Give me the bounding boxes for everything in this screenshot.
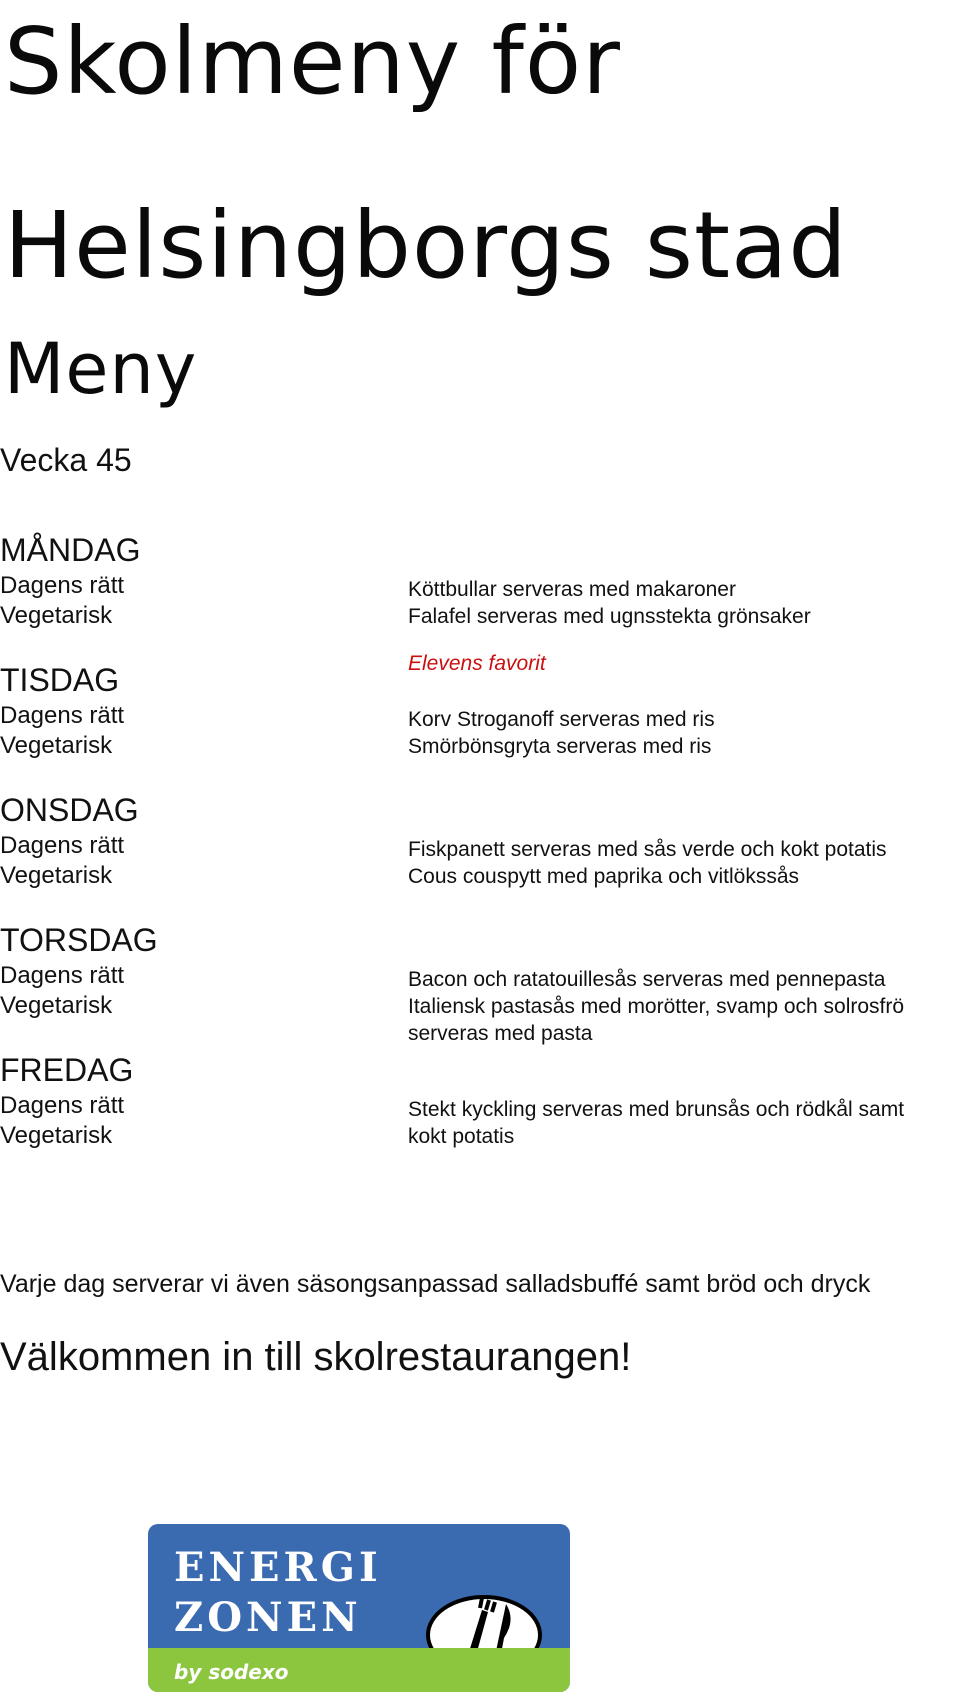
day-name: FREDAG	[0, 1052, 134, 1088]
day-friday	[0, 1052, 960, 1182]
logo-byline: by sodexo	[174, 1660, 289, 1684]
dish-label-vegetarian: Vegetarisk	[0, 992, 113, 1019]
favorite-note: Elevens favorit	[408, 652, 546, 675]
logo-green-bar	[148, 1648, 570, 1692]
dish-label-main: Dagens rätt	[0, 962, 125, 989]
dish-vegetarian: Italiensk pastasås med morötter, svamp och solrosfrö serveras med pasta	[408, 995, 905, 1045]
day-name: ONSDAG	[0, 792, 139, 828]
day-wednesday	[0, 792, 960, 922]
week-label: Vecka 45	[0, 442, 132, 478]
dish-label-main: Dagens rätt	[0, 702, 125, 729]
dish-label-vegetarian: Vegetarisk	[0, 602, 113, 629]
dish-main: Köttbullar serveras med makaroner	[408, 578, 736, 601]
day-name: MÅNDAG	[0, 532, 141, 568]
day-monday	[0, 532, 960, 662]
energizonen-logo	[148, 1524, 570, 1692]
dish-main: Fiskpanett serveras med sås verde och kokt potatis	[408, 838, 887, 861]
day-thursday	[0, 922, 960, 1052]
day-name: TISDAG	[0, 662, 120, 698]
salad-buffet-note: Varje dag serverar vi även säsongsanpassad salladsbuffé samt bröd och dryck	[0, 1270, 871, 1298]
dish-main: Stekt kyckling serveras med brunsås och rödkål samt kokt potatis	[408, 1098, 905, 1148]
dish-label-main: Dagens rätt	[0, 1092, 125, 1119]
dish-label-vegetarian: Vegetarisk	[0, 732, 113, 759]
dish-label-vegetarian: Vegetarisk	[0, 1122, 113, 1149]
logo-line2: ZONEN	[174, 1594, 362, 1641]
dish-main: Korv Stroganoff serveras med ris	[408, 708, 715, 731]
dish-main: Bacon och ratatouillesås serveras med pennepasta	[408, 968, 886, 991]
welcome-message: Välkommen in till skolrestaurangen!	[0, 1335, 632, 1379]
page-title-line1: Skolmeny för	[4, 8, 621, 115]
day-tuesday	[0, 652, 960, 792]
dish-vegetarian: Falafel serveras med ugnsstekta grönsaker	[408, 605, 811, 628]
day-name: TORSDAG	[0, 922, 158, 958]
dish-label-vegetarian: Vegetarisk	[0, 862, 113, 889]
dish-label-main: Dagens rätt	[0, 572, 125, 599]
page-title-line2: Helsingborgs stad	[4, 192, 848, 299]
dish-vegetarian: Smörbönsgryta serveras med ris	[408, 735, 712, 758]
weekly-menu	[0, 532, 960, 1182]
logo-line1: ENERGI	[174, 1544, 382, 1591]
dish-label-main: Dagens rätt	[0, 832, 125, 859]
dish-vegetarian: Cous couspytt med paprika och vitlökssås	[408, 865, 800, 888]
menu-heading: Meny	[4, 328, 198, 410]
